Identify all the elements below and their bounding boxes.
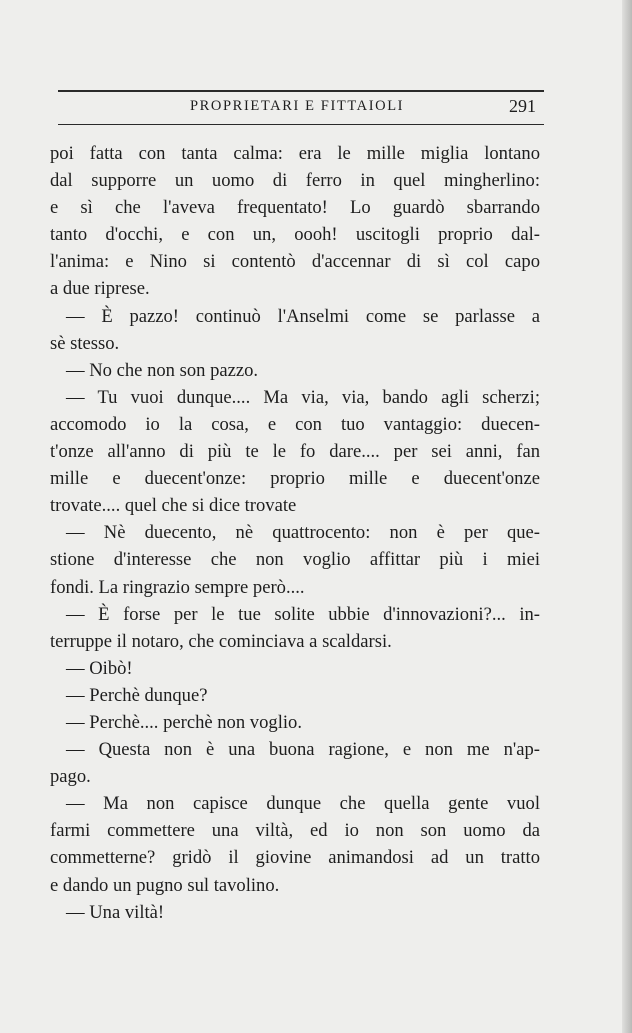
text-line: — Una viltà! — [66, 901, 165, 923]
text-line: t'onze all'anno di più te le fo dare.... per sei anni, fan — [50, 441, 540, 463]
body-text — [50, 140, 540, 926]
text-line: e dando un pugno sul tavolino. — [50, 874, 280, 896]
text-line: fondi. La ringrazio sempre però.... — [50, 576, 305, 598]
text-line: e sì che l'aveva frequentato! Lo guardò sbarrando — [50, 197, 540, 219]
running-head — [58, 95, 544, 121]
text-line: l'anima: e Nino si contentò d'accennar di sì col capo — [50, 251, 540, 273]
text-line: tanto d'occhi, e con un, oooh! uscitogli proprio dal- — [50, 224, 540, 246]
text-line: terruppe il notaro, che cominciava a scaldarsi. — [50, 630, 392, 652]
text-line: — Perchè dunque? — [66, 684, 208, 706]
text-line: — No che non son pazzo. — [66, 359, 259, 381]
text-line: — È forse per le tue solite ubbie d'innovazioni?... in- — [66, 603, 540, 625]
text-line: — Oibò! — [66, 657, 133, 679]
page-number: 291 — [509, 96, 536, 116]
text-line: a due riprese. — [50, 278, 150, 300]
running-title: PROPRIETARI E FITTAIOLI — [190, 98, 405, 114]
text-line: — Questa non è una buona ragione, e non me n'ap- — [66, 739, 540, 761]
text-line: mille e duecent'onze: proprio mille e duecent'onze — [50, 468, 540, 490]
text-line: commetterne? gridò il giovine animandosi ad un tratto — [50, 847, 540, 869]
text-line: dal supporre un uomo di ferro in quel mingherlino: — [50, 170, 540, 192]
text-line: — Perchè.... perchè non voglio. — [66, 711, 302, 733]
text-line: trovate.... quel che si dice trovate — [50, 495, 297, 517]
text-line: — Ma non capisce dunque che quella gente vuol — [66, 793, 540, 815]
text-line: farmi commettere una viltà, ed io non son uomo da — [50, 820, 540, 842]
text-line: — È pazzo! continuò l'Anselmi come se parlasse a — [66, 305, 540, 327]
text-line: — Nè duecento, nè quattrocento: non è per que- — [66, 522, 540, 544]
text-line: stione d'interesse che non voglio affittar più i miei — [50, 549, 540, 571]
page-edge-shadow — [622, 0, 632, 1033]
header-rule-bottom — [58, 124, 544, 125]
text-line: sè stesso. — [50, 332, 120, 354]
text-line: accomodo io la cosa, e con tuo vantaggio: duecen- — [50, 413, 540, 435]
text-line: pago. — [50, 766, 91, 788]
text-line: — Tu vuoi dunque.... Ma via, via, bando agli scherzi; — [66, 386, 540, 408]
text-line: poi fatta con tanta calma: era le mille miglia lontano — [50, 143, 540, 164]
header-rule-top — [58, 90, 544, 92]
